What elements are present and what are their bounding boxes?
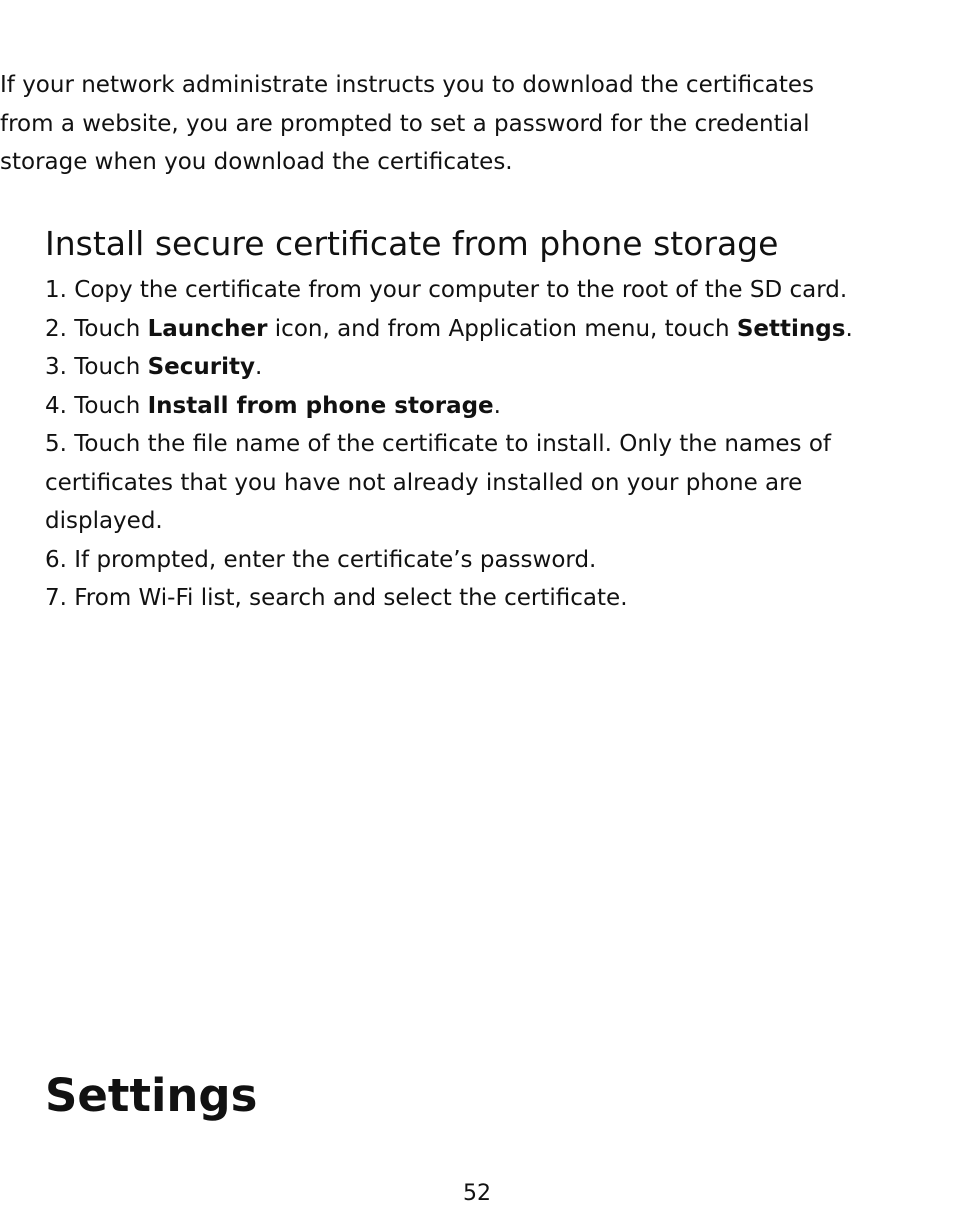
- section-heading: Install secure certificate from phone storage: [45, 224, 779, 263]
- page-number: 52: [463, 1181, 491, 1206]
- steps-list: [45, 271, 920, 618]
- step-7-text: 7. From Wi-Fi list, search and select the certificate.: [45, 585, 628, 611]
- step-4-install-term: Install from phone storage: [147, 392, 494, 419]
- step-5-line-3: displayed.: [45, 508, 163, 534]
- step-5-line-2: certificates that you have not already installed on your phone are: [45, 469, 803, 496]
- step-3: [45, 348, 920, 387]
- step-2-settings-term: Settings: [736, 315, 846, 342]
- step-1-text: 1. Copy the certificate from your computer to the root of the SD card.: [45, 277, 848, 303]
- step-3-suffix: .: [254, 354, 263, 380]
- intro-line-3: storage when you download the certificates.: [0, 149, 513, 175]
- chapter-title: Settings: [45, 1069, 258, 1122]
- step-3-text: 3. Touch: [45, 354, 148, 380]
- intro-paragraph: [0, 66, 875, 182]
- step-2-middle-text: icon, and from Application menu, touch: [267, 315, 737, 342]
- step-2-text: 2. Touch: [45, 315, 148, 342]
- step-4: [45, 387, 920, 426]
- step-2-launcher-term: Launcher: [147, 315, 268, 342]
- intro-line-2: from a website, you are prompted to set a password for the credential: [0, 110, 810, 137]
- step-5-line-1: 5. Touch the file name of the certificate to install. Only the names of: [45, 431, 832, 457]
- step-2: [45, 310, 920, 349]
- step-1: [45, 271, 920, 310]
- step-4-text: 4. Touch: [45, 392, 148, 419]
- step-5: [45, 425, 920, 541]
- step-6-text: 6. If prompted, enter the certificate’s password.: [45, 546, 597, 573]
- step-3-security-term: Security: [147, 354, 255, 380]
- intro-line-1: If your network administrate instructs you to download the certificates: [0, 72, 814, 98]
- step-7: [45, 579, 920, 618]
- step-6: [45, 541, 920, 580]
- step-4-suffix: .: [493, 392, 501, 419]
- step-2-suffix: .: [845, 315, 853, 342]
